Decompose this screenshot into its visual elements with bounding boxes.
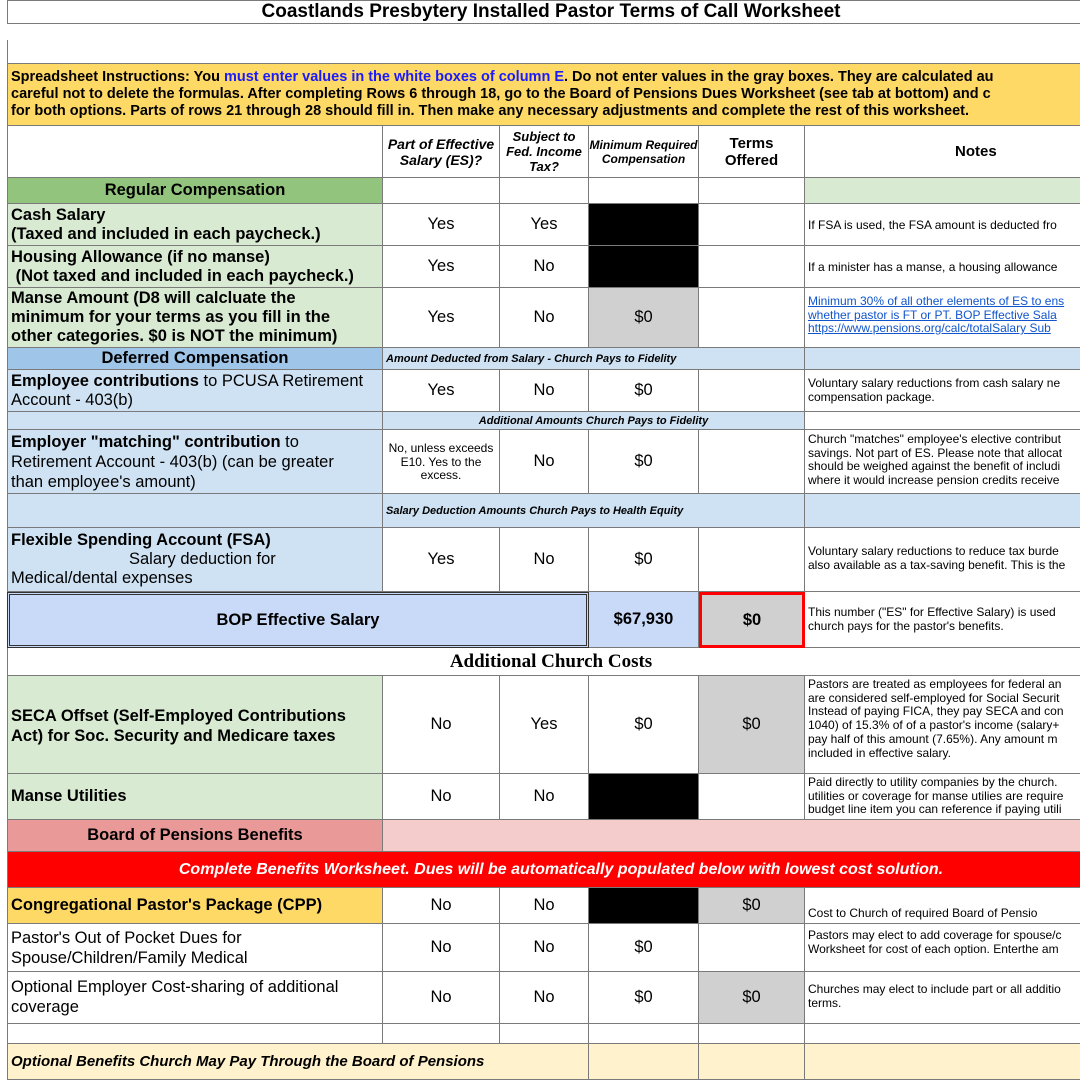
cost-sharing-line2: coverage <box>11 998 79 1016</box>
utilities-note-line1: Paid directly to utility companies by the church. <box>808 775 1058 789</box>
bop-effective-salary-min[interactable]: $67,930 <box>589 592 699 648</box>
manse-note[interactable] <box>805 288 1080 348</box>
fsa-span-f[interactable] <box>805 494 1080 528</box>
fsa-note-line2: also available as a tax-saving benefit. This is the <box>808 557 1066 572</box>
fsa-span-a[interactable] <box>7 494 383 528</box>
employer-matching-line2: Retirement Account - 403(b) (can be greater <box>11 453 334 471</box>
optional-f[interactable] <box>805 1044 1080 1080</box>
manse-amount-row <box>0 288 1080 348</box>
employee-tax[interactable]: No <box>500 370 589 412</box>
header-label-cell[interactable] <box>7 126 383 178</box>
employee-contributions-row <box>0 370 1080 412</box>
cost-sharing-line1: Optional Employer Cost-sharing of additional <box>11 978 339 996</box>
employer-note[interactable] <box>805 430 1080 494</box>
cash-salary-row <box>0 204 1080 246</box>
employer-note-line4: where it would increase pension credits receive <box>808 472 1060 487</box>
cash-salary-note[interactable]: If FSA is used, the FSA amount is deducted fro <box>805 204 1080 246</box>
regular-compensation-label[interactable]: Regular Compensation <box>7 178 383 204</box>
employee-note-line2: compensation package. <box>808 389 935 404</box>
manse-min[interactable]: $0 <box>589 288 699 348</box>
cost-sharing-min[interactable]: $0 <box>589 972 699 1024</box>
manse-utilities-label[interactable]: Manse Utilities <box>7 774 383 820</box>
blank2-d[interactable] <box>589 1024 699 1044</box>
cost-sharing-row <box>0 972 1080 1024</box>
deferred-compensation-label[interactable]: Deferred Compensation <box>7 348 383 370</box>
utilities-es[interactable]: No <box>383 774 500 820</box>
utilities-note-line2: utilities or coverage for manse utilies are require <box>808 788 1064 803</box>
seca-note-line6: included in effective salary. <box>808 745 951 760</box>
manse-es[interactable]: Yes <box>383 288 500 348</box>
out-of-pocket-label[interactable] <box>7 924 383 972</box>
bop-note-line1: This number ("ES" for Effective Salary) is used <box>808 605 1056 619</box>
fsa-line2: Salary deduction for <box>129 550 276 568</box>
bop-note-line2: church pays for the pastor's benefits. <box>808 618 1004 633</box>
employer-matching-label[interactable] <box>7 430 383 494</box>
bop-effective-salary-note[interactable] <box>805 592 1080 648</box>
oop-note-line2: Worksheet for cost of each option. Enterthe am <box>808 941 1059 956</box>
employer-matching-rest: to <box>280 433 299 451</box>
employee-note[interactable] <box>805 370 1080 412</box>
housing-tax[interactable]: No <box>500 246 589 288</box>
employer-min[interactable]: $0 <box>589 430 699 494</box>
bop-banner-row <box>0 852 1080 888</box>
cost-sharing-note[interactable] <box>805 972 1080 1024</box>
additional-span-label[interactable]: Additional Amounts Church Pays to Fidelity <box>383 412 805 430</box>
utilities-tax[interactable]: No <box>500 774 589 820</box>
oop-line2: Spouse/Children/Family Medical <box>11 949 248 967</box>
header-fed-tax[interactable]: Subject to Fed. Income Tax? <box>500 126 589 178</box>
additional-f[interactable] <box>805 412 1080 430</box>
employer-es-line3: excess. <box>420 468 462 482</box>
employee-contributions-bold: Employee contributions <box>11 372 199 390</box>
optional-benefits-row <box>0 1044 1080 1080</box>
header-minimum[interactable]: Minimum Required Compensation <box>589 126 699 178</box>
bop-banner[interactable]: Complete Benefits Worksheet. Dues will be automatically populated below with lowest cost solution. <box>7 852 1080 888</box>
seca-note-line4: 1040) of 15.3% of of a pastor's income (salary+ <box>808 718 1060 733</box>
employee-contributions-line2: Account - 403(b) <box>11 391 133 409</box>
employee-contributions-label[interactable] <box>7 370 383 412</box>
regular-c[interactable] <box>500 178 589 204</box>
fsa-span-row <box>0 494 1080 528</box>
employer-terms-input[interactable] <box>699 430 805 494</box>
additional-a[interactable] <box>7 412 383 430</box>
additional-costs-row <box>0 648 1080 676</box>
seca-note-line2: are considered self-employed for Social Securit <box>808 690 1060 705</box>
out-of-pocket-row <box>0 924 1080 972</box>
fsa-span-label[interactable]: Salary Deduction Amounts Church Pays to Health Equity <box>383 494 805 528</box>
cash-salary-line1: Cash Salary <box>11 206 106 224</box>
fsa-es[interactable]: Yes <box>383 528 500 592</box>
employer-es-line2: E10. Yes to the <box>400 454 482 469</box>
header-terms-offered[interactable]: Terms Offered <box>699 126 805 178</box>
cash-salary-min[interactable] <box>589 204 699 246</box>
cpp-es[interactable]: No <box>383 888 500 924</box>
cost-sharing-label[interactable] <box>7 972 383 1024</box>
regular-e[interactable] <box>699 178 805 204</box>
fsa-label[interactable] <box>7 528 383 592</box>
housing-allowance-label[interactable] <box>7 246 383 288</box>
fsa-tax[interactable]: No <box>500 528 589 592</box>
instructions-cell[interactable] <box>7 64 1080 126</box>
blank2-f[interactable] <box>805 1024 1080 1044</box>
deferred-compensation-row <box>0 348 1080 370</box>
fsa-terms-input[interactable] <box>699 528 805 592</box>
bop-effective-salary-label[interactable]: BOP Effective Salary <box>7 592 589 648</box>
oop-tax[interactable]: No <box>500 924 589 972</box>
manse-utilities-row <box>0 774 1080 820</box>
bop-benefits-span[interactable] <box>383 820 1080 852</box>
employer-tax[interactable]: No <box>500 430 589 494</box>
instructions-line2: careful not to delete the formulas. After completing Rows 6 through 18, go to the Board of Pensions Dues Worksheet (see tab at bottom) and c <box>11 86 991 102</box>
cost-sharing-es[interactable]: No <box>383 972 500 1024</box>
seca-note[interactable] <box>805 676 1080 774</box>
blank-row-2 <box>0 1024 1080 1044</box>
seca-note-line3: Instead of paying FICA, they pay SECA and con <box>808 704 1064 719</box>
employee-terms-input[interactable] <box>699 370 805 412</box>
instructions-row <box>0 64 1080 126</box>
seca-offset-label[interactable] <box>7 676 383 774</box>
housing-min[interactable] <box>589 246 699 288</box>
fsa-note[interactable] <box>805 528 1080 592</box>
seca-note-line5: pay half of this amount (7.65%). Any amount m <box>808 731 1058 746</box>
cost-sharing-tax[interactable]: No <box>500 972 589 1024</box>
header-notes[interactable]: Notes <box>805 126 1080 178</box>
header-effective-salary[interactable]: Part of Effective Salary (ES)? <box>383 126 500 178</box>
seca-offset-row <box>0 676 1080 774</box>
fsa-row <box>0 528 1080 592</box>
regular-f[interactable] <box>805 178 1080 204</box>
blank-row <box>0 40 1080 64</box>
cost-sharing-terms[interactable]: $0 <box>699 972 805 1024</box>
housing-note[interactable]: If a minister has a manse, a housing allowance <box>805 246 1080 288</box>
oop-line1: Pastor's Out of Pocket Dues for <box>11 929 242 947</box>
instructions-line3: for both options. Parts of rows 21 through 28 should fill in. Then make any necessary adjustments and complete the rest of this worksheet. <box>11 103 969 119</box>
manse-note-link3[interactable]: https://www.pensions.org/calc/totalSalary Sub <box>808 321 1051 335</box>
regular-b[interactable] <box>383 178 500 204</box>
employer-note-line1: Church "matches" employee's elective contribut <box>808 432 1061 446</box>
utilities-terms-input[interactable] <box>699 774 805 820</box>
cpp-note[interactable]: Cost to Church of required Board of Pensio <box>805 888 1080 924</box>
employer-matching-bold: Employer "matching" contribution <box>11 433 281 451</box>
cpp-row <box>0 888 1080 924</box>
optional-e[interactable] <box>699 1044 805 1080</box>
cpp-label[interactable]: Congregational Pastor's Package (CPP) <box>7 888 383 924</box>
cpp-min[interactable] <box>589 888 699 924</box>
additional-amounts-row <box>0 412 1080 430</box>
oop-terms-input[interactable] <box>699 924 805 972</box>
housing-allowance-row <box>0 246 1080 288</box>
title-row <box>0 0 1080 40</box>
fsa-min[interactable]: $0 <box>589 528 699 592</box>
employee-note-line1: Voluntary salary reductions from cash salary ne <box>808 376 1061 390</box>
header-row <box>0 126 1080 178</box>
manse-line3: other categories. $0 is NOT the minimum) <box>11 327 338 345</box>
housing-es[interactable]: Yes <box>383 246 500 288</box>
manse-note-link2[interactable]: whether pastor is FT or PT. BOP Effective Sala <box>808 307 1057 322</box>
housing-line2: (Not taxed and included in each paycheck.) <box>11 267 354 285</box>
fsa-line1: Flexible Spending Account (FSA) <box>11 531 271 549</box>
utilities-min[interactable] <box>589 774 699 820</box>
oop-note[interactable] <box>805 924 1080 972</box>
blank2-c[interactable] <box>500 1024 589 1044</box>
housing-line1: Housing Allowance (if no manse) <box>11 248 270 266</box>
oop-es[interactable]: No <box>383 924 500 972</box>
employer-es[interactable] <box>383 430 500 494</box>
regular-d[interactable] <box>589 178 699 204</box>
employee-es[interactable]: Yes <box>383 370 500 412</box>
fsa-line3: Medical/dental expenses <box>11 569 193 587</box>
blank2-e[interactable] <box>699 1024 805 1044</box>
seca-terms[interactable]: $0 <box>699 676 805 774</box>
employer-es-line1: No, unless exceeds <box>388 441 494 455</box>
blank2-b[interactable] <box>383 1024 500 1044</box>
deferred-f[interactable] <box>805 348 1080 370</box>
cost-sharing-note-line2: terms. <box>808 995 842 1010</box>
sheet-title[interactable]: Coastlands Presbytery Installed Pastor Terms of Call Worksheet <box>7 0 1080 24</box>
bop-effective-salary-terms[interactable]: $0 <box>699 592 805 648</box>
cash-salary-terms-input[interactable] <box>699 204 805 246</box>
deferred-span-label[interactable]: Amount Deducted from Salary - Church Pays to Fidelity <box>383 348 805 370</box>
instructions-highlight: must enter values in the white boxes of column E <box>223 69 564 85</box>
seca-note-line1: Pastors are treated as employees for federal an <box>808 677 1062 691</box>
employer-matching-row <box>0 430 1080 494</box>
seca-min[interactable]: $0 <box>589 676 699 774</box>
manse-terms-input[interactable] <box>699 288 805 348</box>
employer-matching-line3: than employee's amount) <box>11 473 196 491</box>
fsa-note-line1: Voluntary salary reductions to reduce tax burde <box>808 544 1059 558</box>
cash-salary-es[interactable]: Yes <box>383 204 500 246</box>
instructions-line1: . Do not enter values in the gray boxes. They are calculated au <box>564 69 994 85</box>
cash-salary-tax[interactable]: Yes <box>500 204 589 246</box>
additional-costs-label[interactable]: Additional Church Costs <box>7 648 1080 676</box>
bop-benefits-row <box>0 820 1080 852</box>
optional-benefits-label[interactable]: Optional Benefits Church May Pay Through the Board of Pensions <box>7 1044 589 1080</box>
cash-salary-label[interactable] <box>7 204 383 246</box>
utilities-note-line3: budget line item you can reference if paying utili <box>808 802 1062 816</box>
employee-contributions-rest: to PCUSA Retirement <box>198 372 364 390</box>
manse-note-link1[interactable]: Minimum 30% of all other elements of ES to ens <box>808 294 1065 308</box>
regular-compensation-row <box>0 178 1080 204</box>
blank2-a[interactable] <box>7 1024 383 1044</box>
cash-salary-line2: (Taxed and included in each paycheck.) <box>11 225 321 243</box>
seca-line2: Act) for Soc. Security and Medicare taxes <box>11 727 336 745</box>
cpp-terms[interactable]: $0 <box>699 888 805 924</box>
employer-note-line3: should be weighed against the benefit of includi <box>808 459 1061 473</box>
manse-line1: Manse Amount (D8 will calcluate the <box>11 289 296 307</box>
utilities-note[interactable] <box>805 774 1080 820</box>
bop-effective-salary-row <box>0 592 1080 648</box>
bop-benefits-label[interactable]: Board of Pensions Benefits <box>7 820 383 852</box>
optional-d[interactable] <box>589 1044 699 1080</box>
manse-line2: minimum for your terms as you fill in the <box>11 308 331 326</box>
housing-terms-input[interactable] <box>699 246 805 288</box>
cost-sharing-note-line1: Churches may elect to include part or all additio <box>808 982 1061 996</box>
seca-line1: SECA Offset (Self-Employed Contributions <box>11 707 346 725</box>
manse-amount-label[interactable] <box>7 288 383 348</box>
oop-min[interactable]: $0 <box>589 924 699 972</box>
employee-min[interactable]: $0 <box>589 370 699 412</box>
manse-tax[interactable]: No <box>500 288 589 348</box>
employer-note-line2: savings. Not part of ES. Please note that allocat <box>808 445 1063 460</box>
seca-es[interactable]: No <box>383 676 500 774</box>
blank-cell[interactable] <box>7 40 1080 64</box>
oop-note-line1: Pastors may elect to add coverage for spouse/c <box>808 928 1062 942</box>
seca-tax[interactable]: Yes <box>500 676 589 774</box>
instructions-prefix: Spreadsheet Instructions: You <box>11 69 224 85</box>
cpp-tax[interactable]: No <box>500 888 589 924</box>
